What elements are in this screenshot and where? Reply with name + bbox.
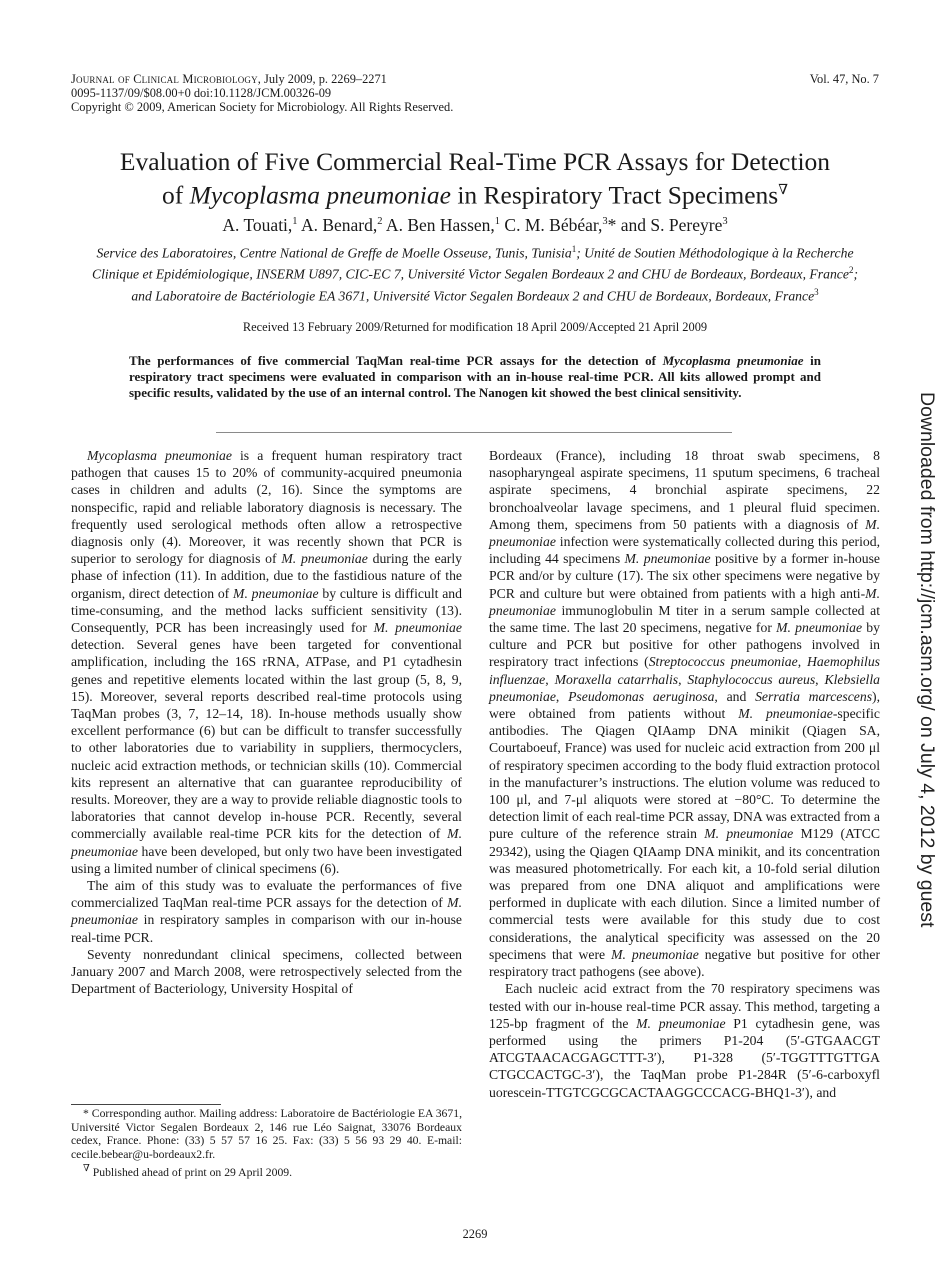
organism-name: Haemophilus influenzae bbox=[489, 654, 881, 687]
body-text: immunoglobulin M titer in a serum sample collected at the same time. The last 20 specimens, negative for bbox=[489, 602, 880, 636]
organism-name: M. pneumoniae bbox=[611, 946, 699, 962]
footnote-mark: ∇ bbox=[83, 1162, 90, 1174]
title-text: of bbox=[162, 180, 190, 210]
received-dates: Received 13 February 2009/Returned for modification 18 April 2009/Accepted 21 April 2009 bbox=[242, 320, 708, 334]
affiliation: ; Unité de Soutien Méthodologique à la Recherche Clinique et Epidémiologique, INSERM U897, CIC-EC 7, Université Victor Segalen Bordeaux 2 and CHU de Bordeaux, Bordeaux, France bbox=[91, 245, 854, 282]
affiliation: Service des Laboratoires, Centre National de Greffe de Moelle Osseuse, Tunis, Tunisia bbox=[96, 245, 572, 261]
affiliation-mark: 1 bbox=[571, 244, 577, 254]
journal-name: Journal of Clinical Microbiology bbox=[71, 72, 258, 86]
body-text: infection were systematically collected during this period, including 44 specimens bbox=[489, 534, 880, 567]
journal-citation bbox=[71, 72, 387, 86]
body-text: , bbox=[545, 671, 555, 687]
organism-name: M. pneumoniae bbox=[636, 1015, 726, 1031]
organism-name: M. pneumoniae bbox=[233, 585, 319, 601]
affiliation-mark: 2 bbox=[848, 265, 854, 276]
author-affiliation-mark: 2 bbox=[377, 216, 383, 227]
body-text: have been developed, but only two have been investigated using a limited number of clinical specimens (6). bbox=[71, 843, 462, 876]
body-text: Bordeaux (France), including 18 throat swab specimens, 8 nasopharyngeal aspirate specimens, 11 sputum specimens, 6 tracheal aspirate specimens, 4 bronchial aspirate specimens, 22 bronchoalveolar lavage specimens, and 1 pleural fluid specimen. Among them, specimens from 50 patients with a diagnosis of bbox=[489, 448, 880, 532]
body-text: is a frequent human respiratory tract pathogen that causes 15 to 20% of community-acquired pneumonia cases in children and adults (2, 16). Since the symptoms are nonspecific, rapid and reliable laboratory diagnosis is necessary. The frequently used serological methods often allow a retrospective diagnosis only (4). Moreover, it was recently shown that PCR is superior to serology for diagnosis of bbox=[71, 448, 462, 567]
doi-line: 0095-1137/09/$08.00+0 doi:10.1128/JCM.00326-09 bbox=[71, 86, 332, 100]
organism-name: Pseudomonas aeruginosa bbox=[568, 688, 715, 704]
copyright-line: Copyright © 2009, American Society for Microbiology. All Rights Reserved. bbox=[71, 100, 454, 114]
body-column-left bbox=[71, 447, 462, 998]
author-affiliation-mark: 3 bbox=[722, 216, 728, 227]
volume-number: Vol. 47, No. 7 bbox=[809, 72, 879, 86]
title-mark: ∇ bbox=[778, 183, 788, 198]
body-text: , and bbox=[714, 688, 756, 704]
abstract bbox=[129, 353, 821, 401]
publication-footnote bbox=[71, 1162, 462, 1180]
affiliation-mark: 3 bbox=[814, 286, 819, 297]
title-line-1: Evaluation of Five Commercial Real-Time PCR Assays for Detection bbox=[119, 147, 831, 176]
organism-name: M. pneumoniae bbox=[71, 826, 462, 859]
footnote-text: Published ahead of print on 29 April 2009. bbox=[89, 1165, 293, 1179]
organism-name: M. pneumoniae bbox=[624, 551, 711, 567]
organism-name: Streptococcus pneumoniae bbox=[648, 654, 798, 670]
body-text: positive by a former in-house PCR and/or by culture (17). The six other specimens were negative by PCR and culture but were obtained from patients with a high anti- bbox=[489, 551, 880, 601]
body-column-right bbox=[489, 447, 880, 1101]
download-banner bbox=[913, 392, 941, 984]
body-text: , bbox=[797, 654, 808, 670]
organism-name: M. pneumoniae bbox=[776, 620, 863, 636]
body-text: during the early phase of infection (11). In addition, due to the fastidious nature of the organism, direct detection of bbox=[71, 551, 462, 601]
abstract-text: in respiratory tract specimens were evaluated in comparison with an in-house real-time PCR. All kits allowed prompt and specific results, validated by the use of an internal control. The Nanogen kit showed the best clinical sensitivity. bbox=[129, 353, 821, 400]
body-text: detection. Several genes have been targeted for conventional amplification, including the 16S rRNA, ATPase, and P1 cytadhesin genes and repetitive elements located within the last group (5, 8, 9, 15). Moreover, several reports described real-time protocols using TaqMan probes (3, 7, 12–14, 18). In-house methods usually show excellent performance (6) but can be difficult to transfer successfully to other laboratories due to variability in suppliers, thermocyclers, nucleic acid extraction methods, or technician skills (10). Commercial kits represent an alternative that can guarantee reproducibility of results. Moreover, they are a way to provide reliable diagnostic tools to laboratories that cannot develop in-house PCR. Recently, several commercially available real-time PCR kits for the detection of bbox=[71, 637, 462, 842]
body-text: The aim of this study was to evaluate the performances of five commercialized TaqMan real-time PCR assays for the detection of bbox=[71, 878, 462, 911]
download-banner-text: Downloaded from http://jcm.asm.org/ on July 4, 2012 by guest bbox=[916, 392, 938, 928]
abstract-text: The performances of five commercial TaqMan real-time PCR assays for the detection of bbox=[129, 353, 663, 368]
author-affiliation-mark: 1 bbox=[292, 216, 298, 227]
body-paragraph bbox=[489, 980, 880, 1100]
author: A. Touati, bbox=[222, 214, 293, 235]
article-title bbox=[60, 147, 890, 210]
organism-name: Klebsiella pneumoniae bbox=[489, 671, 880, 704]
author-affiliation-mark: 3 bbox=[602, 216, 608, 227]
body-paragraph bbox=[71, 447, 462, 877]
organism-name: Staphylococcus aureus bbox=[687, 671, 816, 687]
body-paragraph: Seventy nonredundant clinical specimens, collected between January 2007 and March 2008, were retrospectively selected from the Department of Bacteriology, University Hospital of bbox=[71, 946, 462, 997]
author: A. Benard, bbox=[297, 214, 378, 235]
organism-name: M. pneumoniae bbox=[71, 895, 462, 928]
corresponding-author-mark: * bbox=[607, 214, 617, 235]
body-text: M129 (ATCC 29342), using the Qiagen QIAamp DNA minikit, and its concentration was measured photometrically. For each kit, a 10-fold serial dilution was prepared from one DNA aliquot and amplifications were performed in duplicate with each dilution. Since a limited number of commercial tests were available for this study due to cost considerations, the analytical specificity was assessed on the 20 specimens that were bbox=[489, 826, 880, 962]
body-text: , bbox=[678, 671, 688, 687]
author: C. M. Bébéar, bbox=[500, 214, 603, 235]
corresponding-author-footnote: * Corresponding author. Mailing address: Laboratoire de Bactériologie EA 3671, Université Victor Segalen Bordeaux 2, 146 rue Léo Saignat, 33076 Bordeaux cedex, France. Phone: (33) 5 57 57 16 25. Fax: (33) 5 56 93 29 40. E-mail: cecile.bebear@u-bordeaux2.fr. bbox=[71, 1107, 462, 1162]
body-text: by culture is difficult and time-consuming, and the method lacks sufficient sensitivity (13). Consequently, PCR has been increasingly used for bbox=[71, 585, 462, 636]
body-text: ), were obtained from patients without bbox=[489, 688, 881, 722]
organism-name: M. pneumoniae bbox=[738, 706, 833, 722]
body-text: negative but positive for other respiratory tract pathogens (see above). bbox=[489, 946, 881, 980]
author: A. Ben Hassen, bbox=[382, 214, 495, 235]
journal-date-pages: , July 2009, p. 2269–2271 bbox=[257, 72, 387, 86]
affiliations bbox=[84, 241, 866, 305]
author-affiliation-mark: 1 bbox=[494, 216, 501, 227]
body-text: Each nucleic acid extract from the 70 respiratory specimens was tested with our in-house real-time PCR assay. This method, targeting a 125-bp fragment of the bbox=[489, 981, 880, 1031]
body-text: , bbox=[815, 671, 825, 687]
organism-name: M. pneumoniae bbox=[489, 516, 880, 550]
organism-name: M. pneumoniae bbox=[489, 585, 880, 618]
organism-name: Mycoplasma pneumoniae bbox=[87, 448, 232, 463]
affiliation: ; and Laboratoire de Bactériologie EA 3671, Université Victor Segalen Bordeaux 2 and CHU de Bordeaux, Bordeaux, France bbox=[131, 266, 859, 304]
abstract-organism: Mycoplasma pneumoniae bbox=[662, 353, 804, 368]
section-divider bbox=[216, 432, 732, 433]
title-text: in Respiratory Tract Specimens bbox=[450, 180, 779, 210]
page-number: 2269 bbox=[462, 1227, 488, 1241]
author: and S. Pereyre bbox=[616, 214, 723, 235]
body-text: in respiratory samples in comparison with our in-house real-time PCR. bbox=[71, 912, 462, 945]
body-paragraph bbox=[71, 877, 462, 946]
body-text: P1 cytadhesin gene, was performed using the primers P1-204 (5′-GTGAACGT ATCGTAACACGAGCTTT-3′), P1-328 (5′-TGGTTTGTTGA CTGCCACTGC-3′), the TaqMan probe P1-284R (5′-6-carboxyfl uorescein-TTGTCGCGCACTAAGGCCCACG-BHQ1-3′), and bbox=[489, 1015, 880, 1100]
author-list bbox=[60, 211, 890, 236]
body-text: -specific antibodies. The Qiagen QIAamp DNA minikit (Qiagen SA, Courtaboeuf, France) was used for nucleic acid extraction from 200 μl of respiratory specimen according to the body fluid extraction protocol in the manufacturer’s instructions. The elution volume was reduced to 100 μl, and 7-μl aliquots were stored at −80°C. To determine the detection limit of each real-time PCR assay, DNA was extracted from a pure culture of the reference strain bbox=[489, 706, 880, 842]
organism-name: Serratia marcescens bbox=[755, 688, 873, 704]
organism-name: M. pneumoniae bbox=[373, 620, 462, 636]
organism-name: M. pneumoniae bbox=[281, 551, 368, 567]
body-paragraph bbox=[489, 447, 880, 980]
body-text: by culture and PCR but positive for other pathogens involved in respiratory tract infections ( bbox=[489, 620, 880, 670]
footnotes bbox=[71, 1107, 462, 1179]
organism-name: Moraxella catarrhalis bbox=[554, 671, 679, 687]
title-organism: Mycoplasma pneumoniae bbox=[189, 180, 451, 210]
body-text: , bbox=[555, 688, 569, 704]
organism-name: M. pneumoniae bbox=[704, 826, 794, 842]
footnote-divider bbox=[71, 1104, 221, 1105]
